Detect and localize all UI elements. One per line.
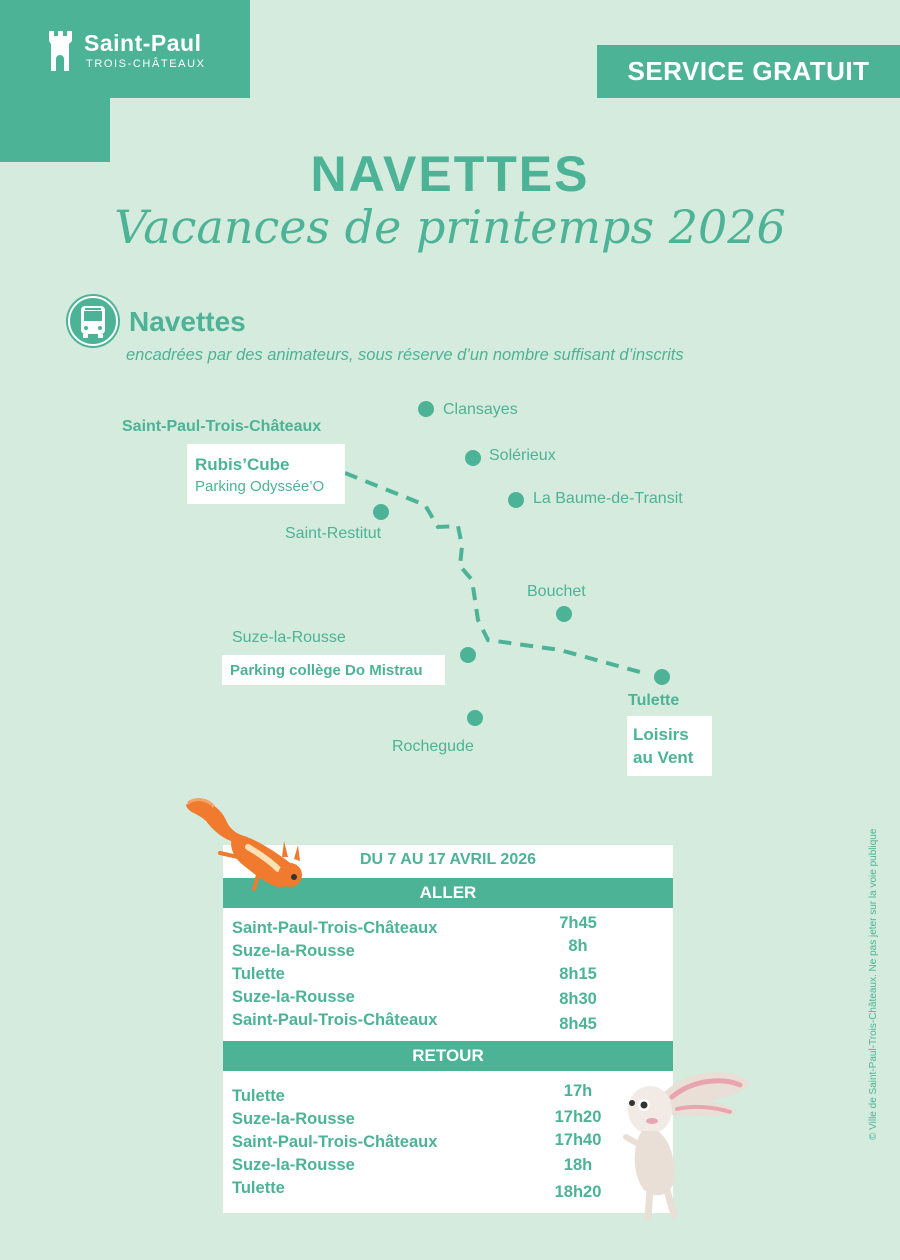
row-time: 8h15	[559, 965, 597, 983]
table-row	[223, 1131, 673, 1154]
section-title: Navettes	[129, 306, 246, 337]
row-time: 8h30	[559, 990, 597, 1008]
row-stop: Suze-la-Rousse	[232, 1110, 355, 1128]
stop-box-loisirs	[627, 716, 712, 776]
row-stop: Suze-la-Rousse	[232, 988, 355, 1006]
row-stop: Tulette	[232, 965, 285, 983]
map-dot-saint-restitut	[373, 504, 389, 520]
row-time: 8h	[568, 937, 588, 955]
logo-text-main: Saint-Paul	[84, 30, 202, 56]
row-time: 17h20	[554, 1108, 602, 1126]
map-label-rochegude: Rochegude	[392, 738, 474, 755]
row-time: 17h	[563, 1082, 593, 1100]
map-dot-baume	[508, 492, 524, 508]
row-stop: Suze-la-Rousse	[232, 1156, 355, 1174]
table-row	[223, 1082, 673, 1108]
map-label-bouchet: Bouchet	[527, 583, 586, 600]
map-label-suze: Suze-la-Rousse	[232, 629, 346, 646]
credit-note: © Ville de Saint-Paul-Trois-Châteaux. Ne pas jeter sur la voie publique	[868, 828, 879, 1140]
route-map	[0, 380, 900, 800]
row-stop: Tulette	[232, 1087, 285, 1105]
row-time: 8h45	[559, 1015, 597, 1033]
stop-title-college: Parking collège Do Mistrau	[230, 662, 423, 679]
table-row	[223, 963, 673, 986]
timetable	[223, 845, 673, 1213]
map-dot-tulette	[654, 669, 670, 685]
bus-icon	[65, 293, 121, 349]
map-label-baume: La Baume-de-Transit	[533, 490, 683, 507]
row-stop: Suze-la-Rousse	[232, 942, 355, 960]
row-time: 17h40	[554, 1131, 602, 1149]
page-title: NAVETTES	[310, 146, 590, 202]
stop-title-rubis: Rubis’Cube	[195, 455, 290, 474]
retour-header: RETOUR	[223, 1041, 673, 1071]
stop-box-rubis	[187, 444, 345, 504]
rabbit-illustration	[622, 1065, 752, 1220]
stop-title-loisirs-2: au Vent	[633, 748, 694, 767]
section-description: encadrées par des animateurs, sous réserve d’un nombre suffisant d’inscrits	[126, 346, 684, 364]
logo-text-sub: TROIS-CHÂTEAUX	[86, 58, 206, 70]
page-subtitle: Vacances de printemps 2026	[114, 200, 786, 254]
map-dot-bouchet	[556, 606, 572, 622]
row-time: 7h45	[559, 914, 597, 932]
table-row	[223, 1108, 673, 1131]
row-stop: Tulette	[232, 1179, 285, 1197]
stop-box-college	[222, 655, 445, 685]
table-row	[223, 1154, 673, 1177]
table-row	[223, 1009, 673, 1032]
map-dot-suze	[460, 647, 476, 663]
map-label-clansayes: Clansayes	[443, 401, 518, 418]
row-stop: Saint-Paul-Trois-Châteaux	[232, 919, 438, 937]
map-dot-solerieux	[465, 450, 481, 466]
map-dot-rochegude	[467, 710, 483, 726]
map-dot-clansayes	[418, 401, 434, 417]
aller-header: ALLER	[223, 878, 673, 908]
squirrel-illustration	[178, 795, 313, 895]
table-row	[223, 986, 673, 1009]
service-badge: SERVICE GRATUIT	[597, 45, 900, 98]
castle-logo-icon	[46, 29, 78, 75]
map-label-solerieux: Solérieux	[489, 447, 556, 464]
row-time: 18h	[563, 1156, 593, 1174]
row-stop: Saint-Paul-Trois-Châteaux	[232, 1133, 438, 1151]
table-row	[223, 937, 673, 963]
row-time: 18h20	[554, 1183, 602, 1201]
table-row	[223, 1177, 673, 1200]
stop-sub-rubis: Parking Odyssée’O	[195, 478, 325, 495]
timetable-date: DU 7 AU 17 AVRIL 2026	[359, 851, 537, 868]
map-label-saint-paul: Saint-Paul-Trois-Châteaux	[122, 418, 322, 435]
stop-title-loisirs-1: Loisirs	[633, 725, 689, 744]
map-label-saint-restitut: Saint-Restitut	[285, 525, 382, 542]
map-label-tulette: Tulette	[628, 692, 680, 709]
row-stop: Saint-Paul-Trois-Châteaux	[232, 1011, 438, 1029]
